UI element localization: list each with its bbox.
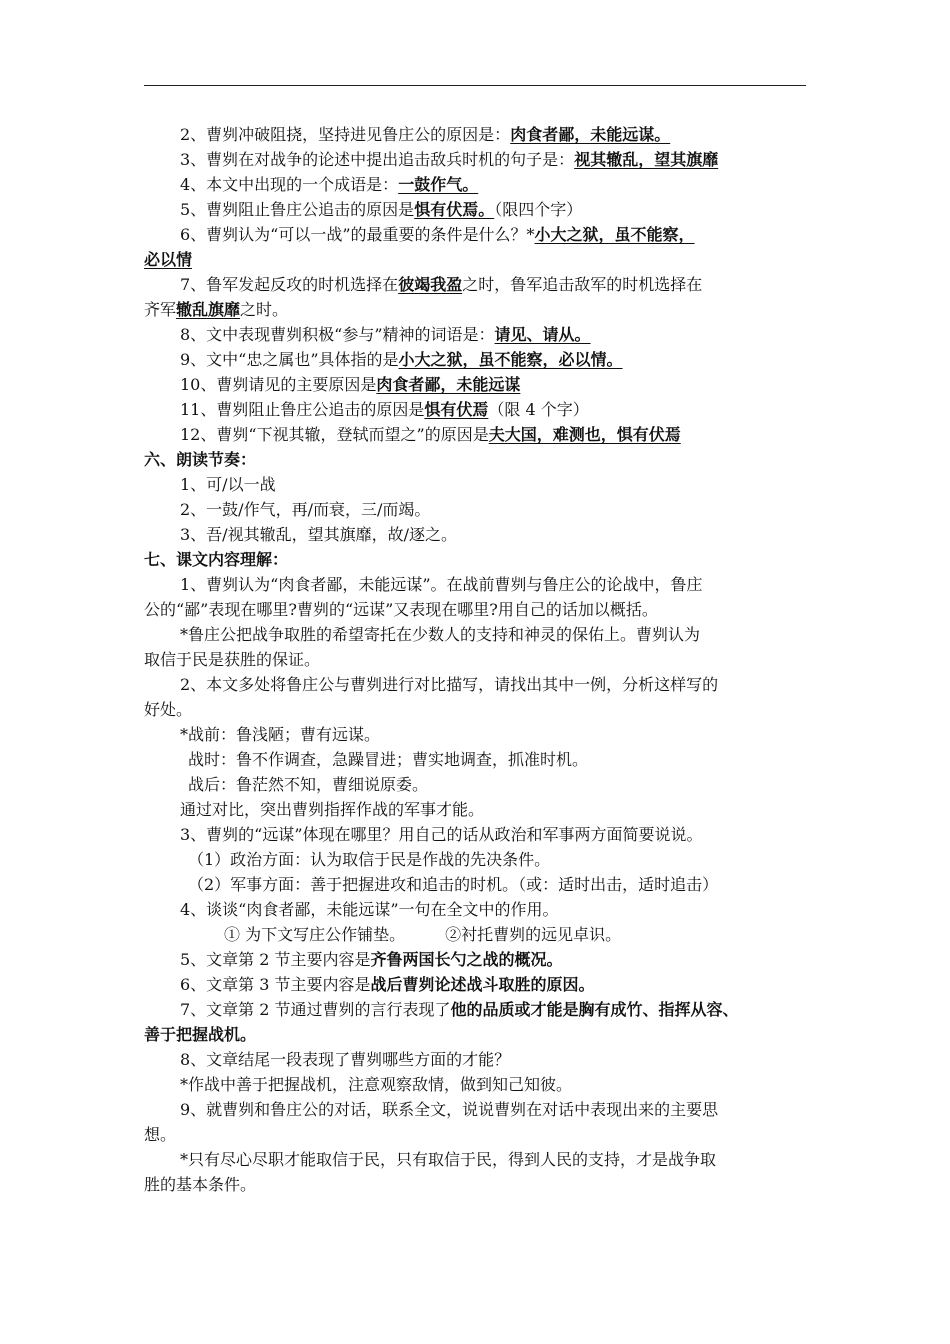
question-line — [144, 272, 820, 297]
paragraph-line — [144, 1022, 820, 1047]
answer-text: 彼竭我盈 — [398, 275, 463, 294]
paragraph-line: 想。 — [144, 1125, 177, 1144]
question-text: 5、曹刿阻止鲁庄公追击的原因是 — [180, 200, 415, 219]
text: 6、文章第 3 节主要内容是 — [180, 975, 371, 994]
answer-text: 视其辙乱，望其旗靡 — [574, 150, 719, 169]
question-text: （限 4 个字） — [488, 400, 589, 419]
list-item: 2、一鼓/作气，再/而衰，三/而竭。 — [180, 500, 431, 519]
answer-text: 战后曹刿论述战斗取胜的原因。 — [370, 975, 595, 994]
text: 5、文章第 2 节主要内容是 — [180, 950, 371, 969]
paragraph-line: 战时：鲁不作调查，急躁冒进；曹实地调查，抓准时机。 — [188, 750, 589, 769]
question-text: 3、曹刿在对战争的论述中提出追击敌兵时机的句子是： — [180, 150, 575, 169]
question-text: 之时，鲁军追击敌军的时机选择在 — [462, 275, 703, 294]
answer-text: 惧有伏焉 — [424, 400, 489, 419]
answer-text: 夫大国，难测也，惧有伏焉 — [488, 425, 681, 444]
paragraph-line — [144, 972, 820, 997]
question-line — [144, 247, 820, 272]
question-text: 6、曹刿认为“可以一战”的最重要的条件是什么？* — [180, 225, 535, 244]
question-text: 7、鲁军发起反攻的时机选择在 — [180, 275, 399, 294]
answer-text: 他的品质或才能是胸有成竹、指挥从容、 — [450, 1000, 739, 1019]
answer-text: 请见、请从。 — [494, 325, 591, 344]
question-text: 4、本文中出现的一个成语是： — [180, 175, 399, 194]
paragraph-line: 战后：鲁茫然不知，曹细说原委。 — [188, 775, 429, 794]
answer-text: 齐鲁两国长勺之战的概况。 — [370, 950, 563, 969]
header-rule — [144, 85, 806, 86]
answer-text: 惧有伏焉。 — [414, 200, 495, 219]
paragraph-line: 3、曹刿的“远谋”体现在哪里？用自己的话从政治和军事两方面简要说说。 — [180, 825, 703, 844]
paragraph-line: ① 为下文写庄公作铺垫。 ②衬托曹刿的远见卓识。 — [224, 925, 622, 944]
text: 7、文章第 2 节通过曹刿的言行表现了 — [180, 1000, 451, 1019]
question-line — [144, 397, 820, 422]
paragraph-line: 胜的基本条件。 — [144, 1175, 257, 1194]
question-line — [144, 147, 820, 172]
question-text: （限四个字） — [494, 200, 583, 219]
question-line — [144, 372, 820, 397]
question-text: 齐军 — [144, 300, 177, 319]
section-heading: 七、课文内容理解： — [144, 550, 289, 569]
answer-text: 肉食者鄙，未能远谋。 — [510, 125, 671, 144]
section-heading: 六、朗读节奏： — [144, 450, 257, 469]
paragraph-line — [144, 997, 820, 1022]
question-text: 12、曹刿“下视其辙，登轼而望之”的原因是 — [180, 425, 489, 444]
document-body — [144, 122, 820, 1197]
list-item: 1、可/以一战 — [180, 475, 276, 494]
question-list — [144, 122, 820, 447]
question-line — [144, 172, 820, 197]
question-line — [144, 422, 820, 447]
paragraph-line: 取信于民是获胜的保证。 — [144, 650, 321, 669]
answer-text: 一鼓作气。 — [398, 175, 479, 194]
answer-text: 小大之狱，虽不能察，必以情。 — [398, 350, 623, 369]
paragraph-line: 1、曹刿认为“肉食者鄙，未能远谋”。在战前曹刿与鲁庄公的论战中，鲁庄 — [180, 575, 703, 594]
paragraph-line: 通过对比，突出曹刿指挥作战的军事才能。 — [180, 800, 485, 819]
paragraph-line: （1）政治方面：认为取信于民是作战的先决条件。 — [188, 850, 551, 869]
question-line — [144, 347, 820, 372]
paragraph-line: 公的“鄙”表现在哪里?曹刿的“远谋”又表现在哪里?用自己的话加以概括。 — [144, 600, 658, 619]
answer-text: 必以情 — [144, 250, 193, 269]
paragraph-line — [144, 947, 820, 972]
question-line — [144, 222, 820, 247]
paragraph-line: 8、文章结尾一段表现了曹刿哪些方面的才能？ — [180, 1050, 511, 1069]
list-item: 3、吾/视其辙乱，望其旗靡，故/逐之。 — [180, 525, 457, 544]
question-text: 10、曹刿请见的主要原因是 — [180, 375, 377, 394]
paragraph-line: *只有尽心尽职才能取信于民，只有取信于民，得到人民的支持，才是战争取 — [180, 1150, 717, 1169]
paragraph-line: 4、谈谈“肉食者鄙，未能远谋”一句在全文中的作用。 — [180, 900, 559, 919]
paragraph-line: （2）军事方面：善于把握进攻和追击的时机。（或：适时出击，适时追击） — [188, 875, 719, 894]
answer-text: 辙乱旗靡 — [176, 300, 241, 319]
paragraph-line: *鲁庄公把战争取胜的希望寄托在少数人的支持和神灵的保佑上。曹刿认为 — [180, 625, 701, 644]
question-text: 2、曹刿冲破阻挠，坚持进见鲁庄公的原因是： — [180, 125, 511, 144]
question-text: 11、曹刿阻止鲁庄公追击的原因是 — [180, 400, 425, 419]
paragraph-line: *战前：鲁浅陋；曹有远谋。 — [180, 725, 381, 744]
question-text: 9、文中“忠之属也”具体指的是 — [180, 350, 399, 369]
answer-text: 肉食者鄙，未能远谋 — [376, 375, 521, 394]
paragraph-line: *作战中善于把握战机，注意观察敌情，做到知己知彼。 — [180, 1075, 573, 1094]
paragraph-line: 9、就曹刿和鲁庄公的对话，联系全文，说说曹刿在对话中表现出来的主要思 — [180, 1100, 719, 1119]
question-line — [144, 322, 820, 347]
answer-text: 善于把握战机。 — [144, 1025, 257, 1044]
paragraph-line: 好处。 — [144, 700, 193, 719]
question-line — [144, 297, 820, 322]
question-line — [144, 122, 820, 147]
paragraph-line: 2、本文多处将鲁庄公与曹刿进行对比描写，请找出其中一例，分析这样写的 — [180, 675, 719, 694]
question-text: 8、文中表现曹刿积极“参与”精神的词语是： — [180, 325, 495, 344]
question-line — [144, 197, 820, 222]
answer-text: 小大之狱，虽不能察， — [534, 225, 695, 244]
question-text: 之时。 — [240, 300, 289, 319]
